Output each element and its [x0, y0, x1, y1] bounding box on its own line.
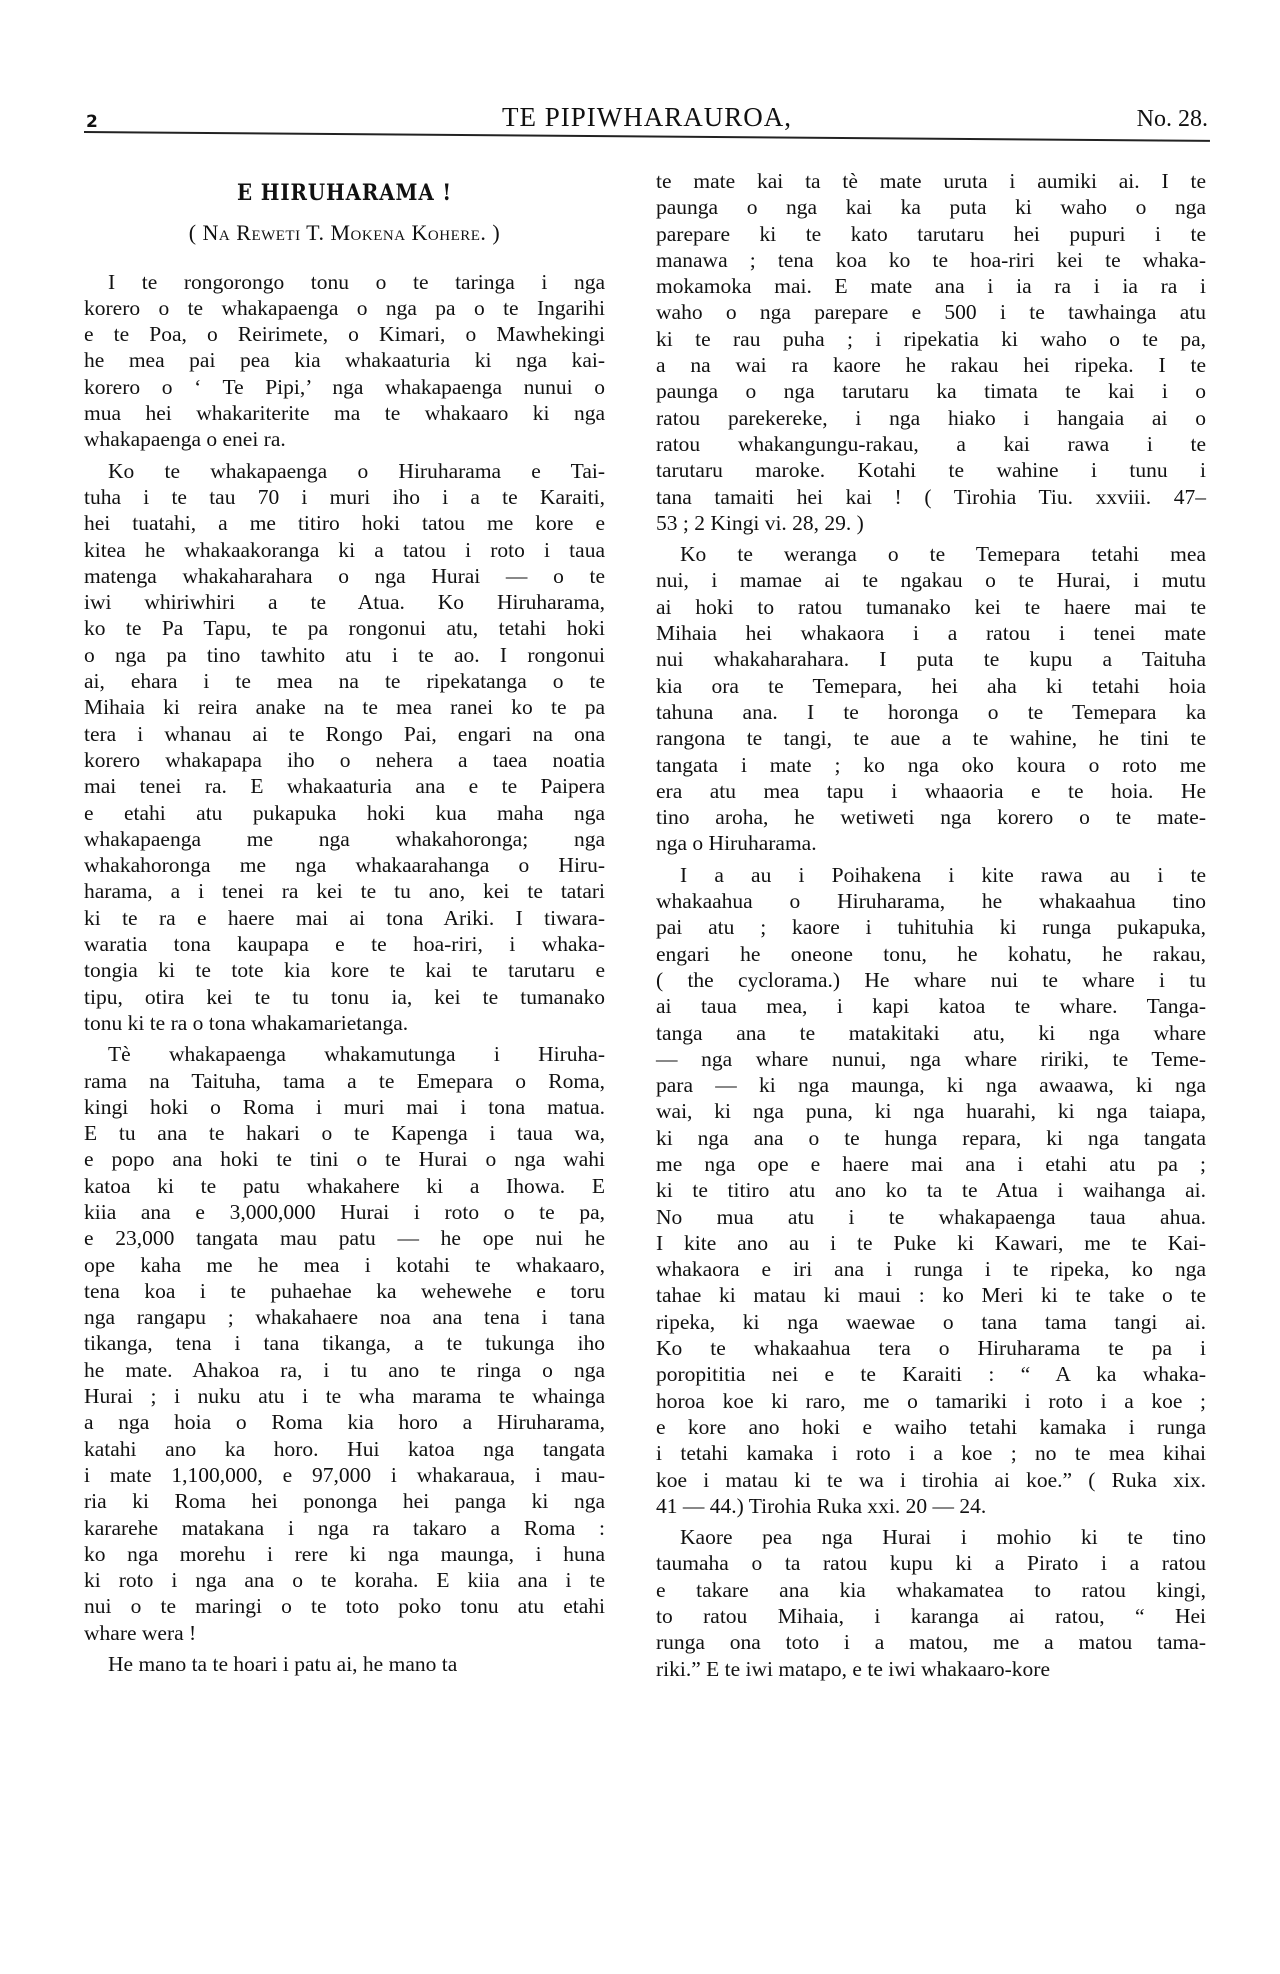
text-line: katahi ano ka horo. Hui katoa nga tangata [84, 1436, 605, 1461]
text-line: tino aroha, he wetiweti nga korero o te mate- [656, 805, 1206, 830]
text-line: era atu mea tapu i whaaoria e te hoia. He [656, 778, 1206, 803]
text-line: ( the cyclorama.) He whare nui te whare i tu [656, 967, 1206, 992]
text-line: Ko te whakapaenga o Hiruharama e Tai- [108, 458, 605, 483]
text-line: Ko te whakaahua tera o Hiruharama te pa i [656, 1336, 1206, 1361]
text-line: I kite ano au i te Puke ki Kawari, me te Kai- [656, 1230, 1206, 1255]
text-line: manawa ; tena koa ko te hoa-riri kei te whaka- [656, 247, 1206, 272]
text-line: I te rongorongo tonu o te taringa i nga [108, 269, 605, 294]
text-line: tanga ana te matakitaki atu, ki nga whare [656, 1020, 1206, 1045]
text-line: nui whakaharahara. I puta te kupu a Taituha [656, 647, 1206, 672]
text-line: ko nga morehu i rere ki nga maunga, i huna [84, 1541, 605, 1566]
text-line: Tè whakapaenga whakamutunga i Hiruha- [108, 1042, 605, 1067]
text-line: kiia ana e 3,000,000 Hurai i roto o te pa, [84, 1199, 605, 1224]
text-line: Ko te weranga o te Temepara tetahi mea [680, 542, 1206, 567]
text-line: o nga pa tino tawhito atu i te ao. I rongonui [84, 642, 605, 667]
text-line: Hurai ; i nuku atu i te wha marama te whainga [84, 1384, 605, 1409]
text-line: rangona te tangi, te aue a te wahine, he tini te [656, 726, 1206, 751]
right-column-body [656, 168, 1206, 1682]
text-line: nga rangapu ; whakahaere noa ana tena i tana [84, 1305, 605, 1330]
article-title: E HIRUHARAMA ! [236, 180, 453, 206]
text-line: — nga whare nunui, nga whare ririki, te Teme- [656, 1046, 1206, 1071]
page-number: 2 [86, 112, 98, 132]
text-line: horoa koe ki raro, me o tamariki i roto i a koe ; [656, 1388, 1206, 1413]
text-line: tipu, otira kei te tu tonu ia, kei te tumanako [84, 984, 605, 1009]
text-line: ki te rau puha ; i ripekatia ki waho o te pa, [656, 326, 1206, 351]
text-line: katoa ki te patu whakahere ki a Ihowa. E [84, 1173, 605, 1198]
text-line: ki nga ana o te hunga repara, ki nga tangata [656, 1125, 1206, 1150]
text-line: tahuna ana. I te horonga o te Temepara ka [656, 699, 1206, 724]
text-line: e etahi atu pukapuka hoki kua maha nga [84, 800, 605, 825]
text-line: poropititia nei e te Karaiti : “ A ka whaka- [656, 1362, 1206, 1387]
text-line: tarutaru maroke. Kotahi te wahine i tunu i [656, 458, 1206, 483]
text-line: ratou parekereke, i nga hiako i hangaia ai o [656, 405, 1206, 430]
text-line: hei tuatahi, a me titiro hoki tatou me kore e [84, 511, 605, 536]
text-line: to ratou Mihaia, i karanga ai ratou, “ Hei [656, 1604, 1206, 1629]
paragraph [84, 269, 605, 453]
text-line: paunga o nga tarutaru ka timata te kai i o [656, 379, 1206, 404]
text-line: he mea pai pea kia whakaaturia ki nga kai- [84, 348, 605, 373]
text-line: mokamoka mai. E mate ana i ia ra i ia ra i [656, 274, 1206, 299]
text-line: e popo ana hoki te tini o te Hurai o nga wahi [84, 1147, 605, 1172]
text-line: harama, a i tenei ra kei te tu ano, kei te tatari [84, 879, 605, 904]
text-line: 53 ; 2 Kingi vi. 28, 29. ) [656, 510, 864, 535]
masthead-title: TE PIPIWHARAUROA, [502, 102, 792, 132]
right-column [656, 168, 1206, 1687]
left-column [84, 168, 605, 1682]
text-line: rama na Taituha, tama a te Emepara o Roma, [84, 1068, 605, 1093]
text-line: i tetahi kamaka i roto i a koe ; no te mea kihai [656, 1441, 1206, 1466]
text-line: te mate kai ta tè mate uruta i aumiki ai. I te [656, 169, 1206, 193]
text-line: e takare ana kia whakamatea to ratou kingi, [656, 1577, 1206, 1602]
text-line: ki te ra e haere mai ai tona Ariki. I tiwara- [84, 905, 605, 930]
text-line: tera i whanau ai te Rongo Pai, engari na ona [84, 721, 605, 746]
text-line: koe i matau ki te wa i tirohia ai koe.” ( Ruka xix. [656, 1467, 1206, 1492]
text-line: korero whakapapa iho o nehera a taea noatia [84, 747, 605, 772]
text-line: ratou whakangungu-rakau, a kai rawa i te [656, 431, 1206, 456]
paragraph [84, 1651, 605, 1677]
text-line: whakaahua o Hiruharama, he whakaahua tino [656, 889, 1206, 914]
text-line: He mano ta te hoari i patu ai, he mano ta [108, 1652, 458, 1677]
text-line: kitea he whakaakoranga ki a tatou i roto i taua [84, 537, 605, 562]
text-line: kararehe matakana i nga ra takaro a Roma : [84, 1515, 605, 1540]
text-line: kingi hoki o Roma i muri mai i tona matua. [84, 1094, 605, 1119]
text-line: a na wai ra kaore he rakau hei ripeka. I te [656, 353, 1206, 378]
text-line: I a au i Poihakena i kite rawa au i te [680, 862, 1206, 887]
paragraph [656, 1524, 1206, 1682]
text-line: Mihaia hei whakaora i a ratou i tenei mate [656, 621, 1206, 646]
text-line: whakaora e iri ana i runga i te ripeka, ko nga [656, 1257, 1206, 1282]
text-line: iwi whiriwhiri a te Atua. Ko Hiruharama, [84, 590, 605, 615]
text-line: runga ona toto i a matou, me a matou tama- [656, 1630, 1206, 1655]
text-line: tonu ki te ra o tona whakamarietanga. [84, 1010, 409, 1035]
text-line: nui, i mamae ai te ngakau o te Hurai, i mutu [656, 568, 1206, 593]
paragraph [656, 862, 1206, 1519]
text-line: tana tamaiti hei kai ! ( Tirohia Tiu. xxviii. 47– [656, 484, 1206, 509]
text-line: whare wera ! [84, 1620, 197, 1645]
text-line: para — ki nga maunga, ki nga awaawa, ki nga [656, 1073, 1206, 1098]
paragraph [84, 458, 605, 1037]
left-column-body [84, 269, 605, 1678]
text-line: pai atu ; kaore i tuhituhia ki runga pukapuka, [656, 915, 1206, 940]
text-line: taumaha o ta ratou kupu ki a Pirato i a ratou [656, 1551, 1206, 1576]
text-line: whakapaenga me nga whakahoronga; nga [84, 826, 605, 851]
text-line: Kaore pea nga Hurai i mohio ki te tino [680, 1525, 1206, 1550]
text-line: mai tenei ra. E whakaaturia ana e te Paipera [84, 774, 605, 799]
text-line: tahae ki matau ki maui : ko Meri ki te take o te [656, 1283, 1206, 1308]
text-line: tikanga, tena i tana tikanga, a te tukunga iho [84, 1331, 605, 1356]
text-line: waho o nga parepare e 500 i te tawhainga atu [656, 300, 1206, 325]
paragraph [656, 168, 1206, 536]
text-line: he mate. Ahakoa ra, i tu ano te ringa o nga [84, 1357, 605, 1382]
text-line: a nga hoia o Roma kia horo a Hiruharama, [84, 1410, 605, 1435]
text-line: waratia tona kaupapa e te hoa-riri, i whaka- [84, 932, 605, 957]
text-line: ria ki Roma hei pononga hei panga ki nga [84, 1489, 605, 1514]
text-line: korero o te whakapaenga o nga pa o te Ingarihi [84, 295, 605, 320]
text-line: ripeka, ki nga waewae o tana tama tangi ai. [656, 1309, 1206, 1334]
text-line: ko te Pa Tapu, te pa rongonui atu, tetahi hoki [84, 616, 605, 641]
text-line: e te Poa, o Reirimete, o Kimari, o Mawhekingi [84, 322, 605, 347]
text-line: e kore ano hoki e waiho tetahi kamaka i runga [656, 1414, 1206, 1439]
text-line: tena koa i te puhaehae ka wehewehe e toru [84, 1278, 605, 1303]
text-line: engari he oneone tonu, he kohatu, he rakau, [656, 941, 1206, 966]
issue-number: No. 28. [1136, 106, 1208, 132]
text-line: wai, ki nga puna, ki nga huarahi, ki nga taiapa, [656, 1099, 1206, 1124]
text-line: mua hei whakariterite ma te whakaaro ki nga [84, 401, 605, 426]
text-line: tuha i te tau 70 i muri iho i a te Karaiti, [84, 484, 605, 509]
paragraph [84, 1041, 605, 1646]
text-line: tongia ki te tote kia kore te kai te tarutaru e [84, 958, 605, 983]
text-line: ope kaha me he mea i kotahi te whakaaro, [84, 1252, 605, 1277]
text-line: e 23,000 tangata mau patu — he ope nui he [84, 1226, 605, 1251]
text-line: kia ora te Temepara, hei aha ki tetahi hoia [656, 673, 1206, 698]
text-line: korero o ‘ Te Pipi,’ nga whakapaenga nunui o [84, 374, 605, 399]
text-line: whakapaenga o enei ra. [84, 427, 286, 452]
text-line: tangata i mate ; ko nga oko koura o roto me [656, 752, 1206, 777]
text-line: 41 — 44.) Tirohia Ruka xxi. 20 — 24. [656, 1493, 987, 1518]
article-byline: ( Na Reweti T. Mokena Kohere. ) [188, 220, 501, 246]
text-line: i mate 1,100,000, e 97,000 i whakaraua, i mau- [84, 1462, 605, 1487]
text-line: ai taua mea, i kapi katoa te whare. Tanga- [656, 994, 1206, 1019]
text-line: nui o te maringi o te toto poko tonu atu etahi [84, 1594, 605, 1619]
text-line: paunga o nga kai ka puta ki waho o nga [656, 195, 1206, 220]
text-line: ai hoki to ratou tumanako kei te haere mai te [656, 594, 1206, 619]
text-line: Mihaia ki reira anake na te mea ranei ko te pa [84, 695, 605, 720]
text-line: E tu ana te hakari o te Kapenga i taua wa, [84, 1121, 605, 1146]
text-line: riki.” E te iwi matapo, e te iwi whakaaro-kore [656, 1656, 1051, 1681]
page-header [84, 96, 1210, 136]
text-line: ai, ehara i te mea na te ripekatanga o te [84, 669, 605, 694]
text-line: ki roto i nga ana o te koraha. E kiia ana i te [84, 1568, 605, 1593]
text-line: me nga ope e haere mai ana i etahi atu pa ; [656, 1151, 1206, 1176]
text-line: parepare ki te kato tarutaru hei pupuri i te [656, 221, 1206, 246]
text-line: ki te titiro atu ano ko ta te Atua i waihanga ai. [656, 1178, 1206, 1203]
text-line: nga o Hiruharama. [656, 831, 817, 856]
paragraph [656, 541, 1206, 857]
text-line: No mua atu i te whakapaenga taua ahua. [656, 1204, 1206, 1229]
text-line: matenga whakaharahara o nga Hurai — o te [84, 563, 605, 588]
text-line: whakahoronga me nga whakaarahanga o Hiru- [84, 853, 605, 878]
